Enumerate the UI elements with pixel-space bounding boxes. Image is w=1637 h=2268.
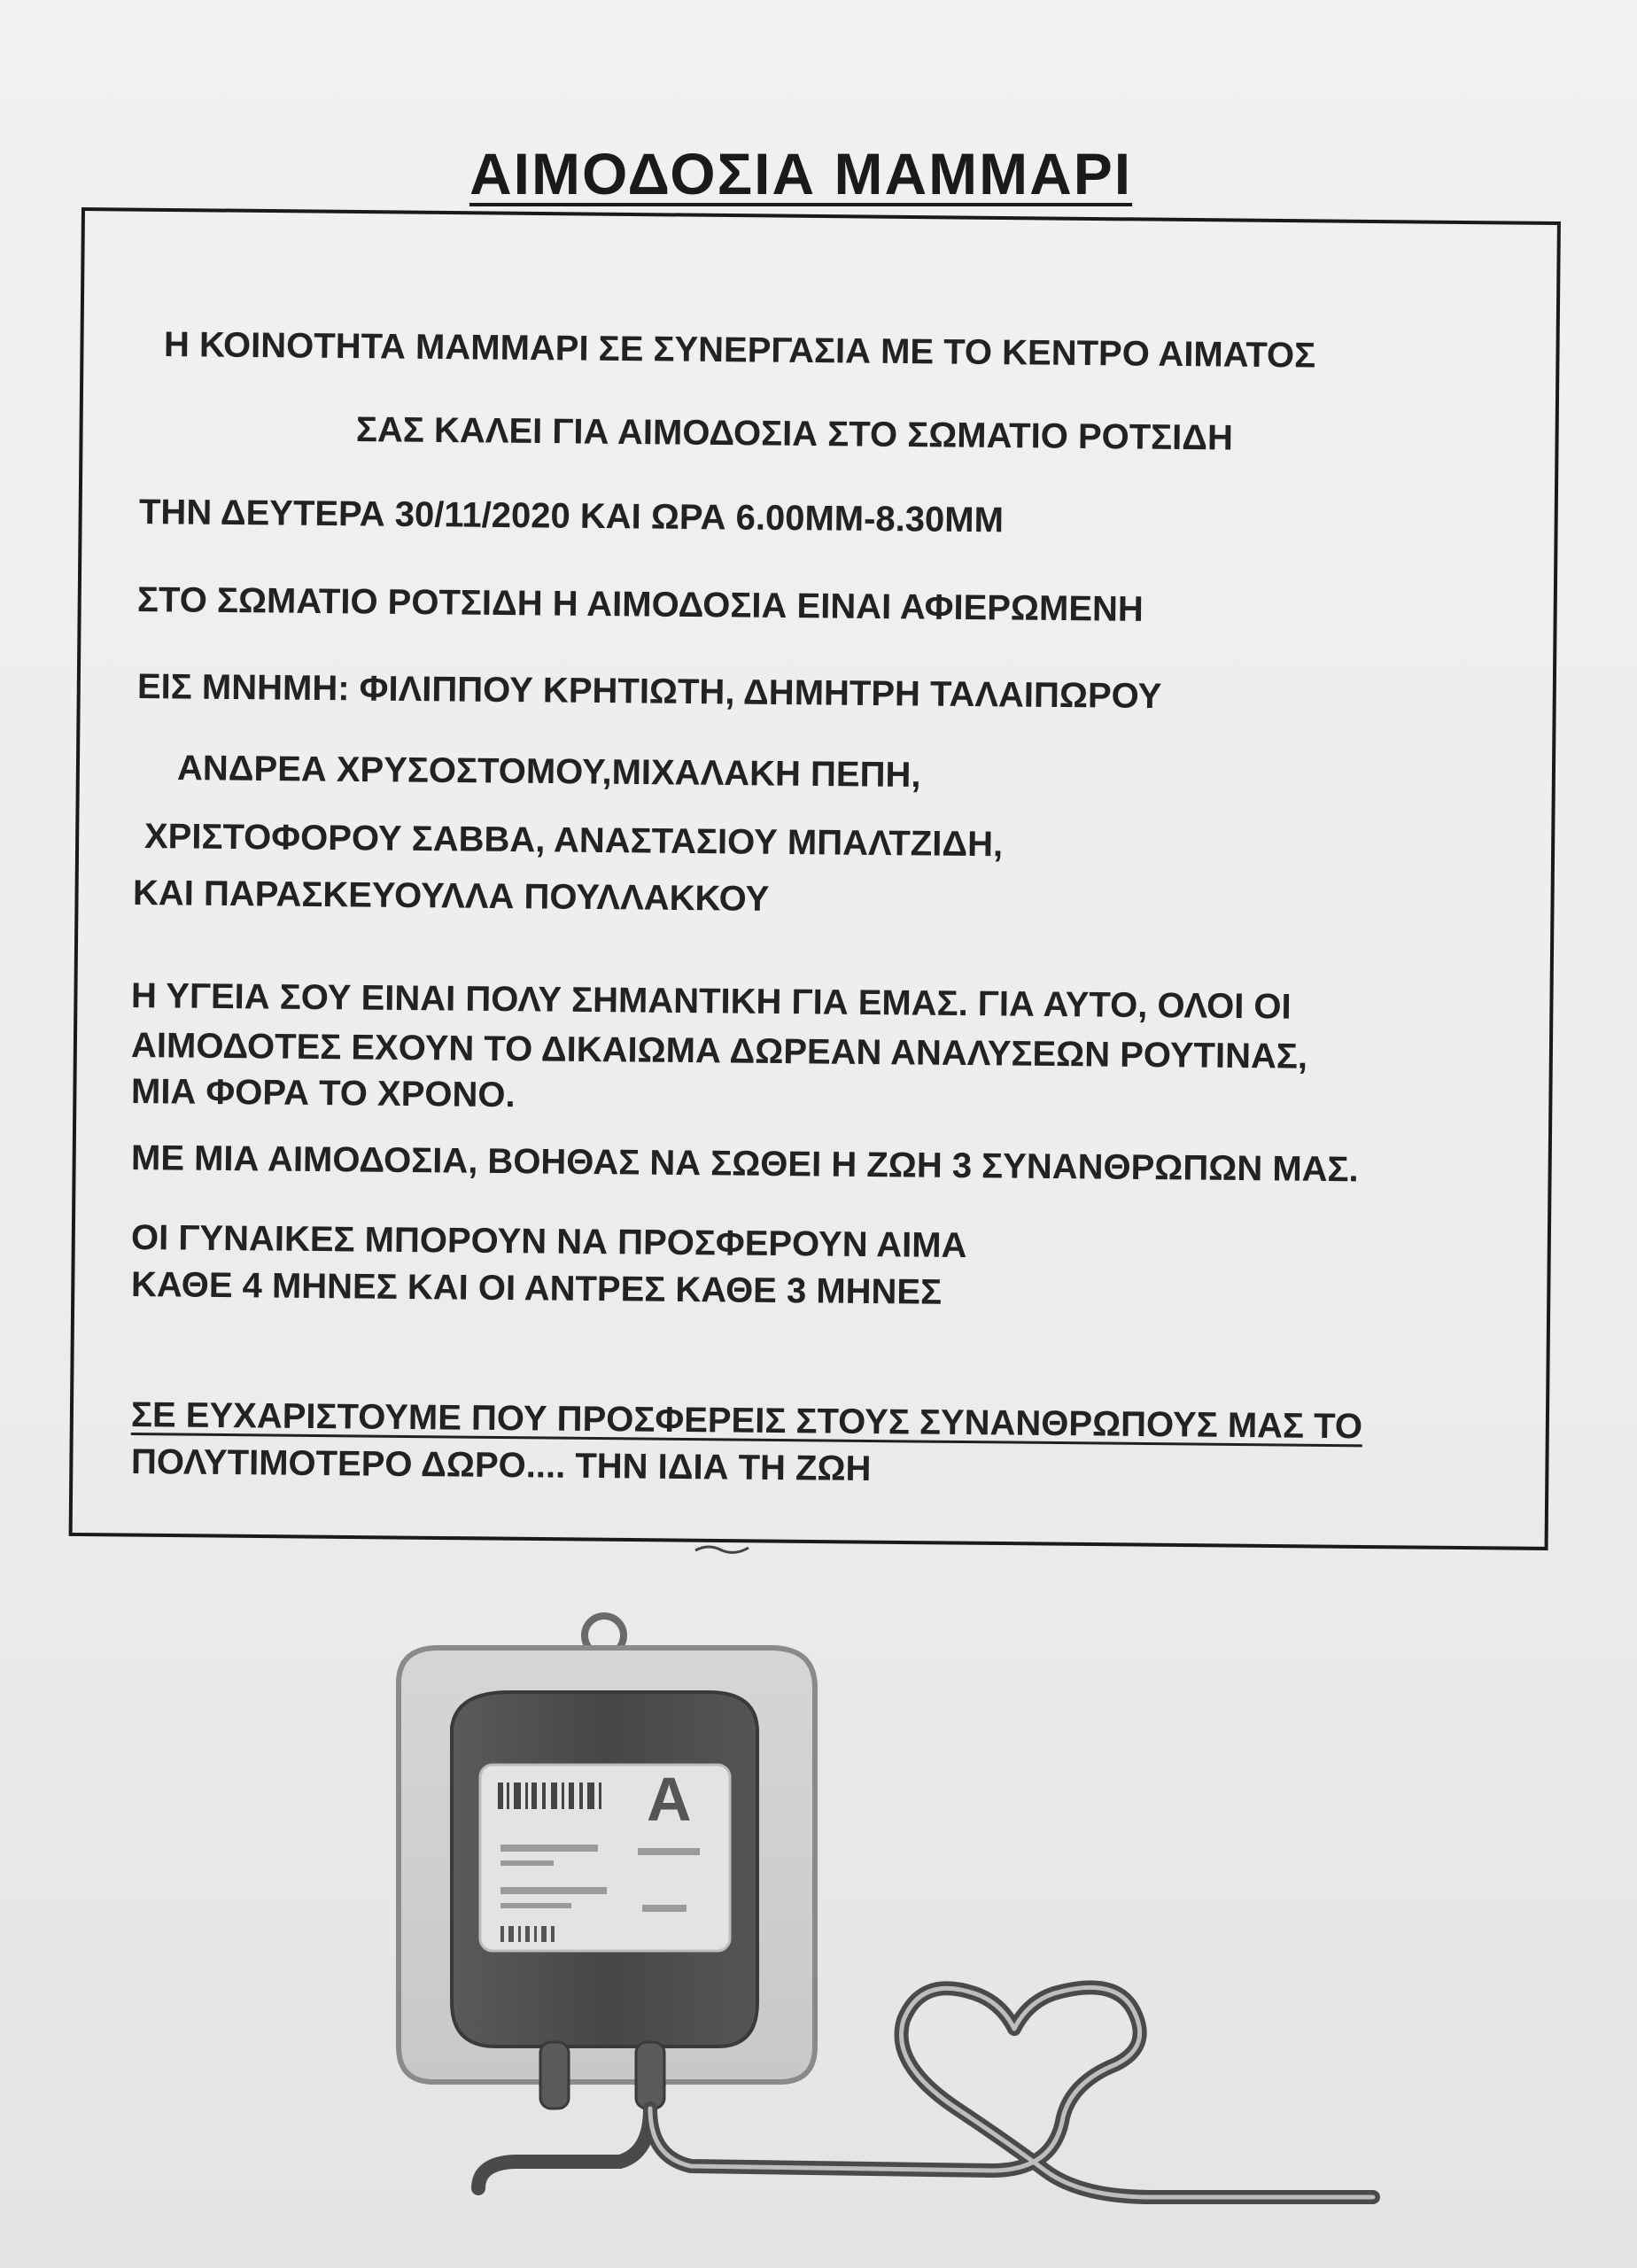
blood-type-label: A [647,1765,692,1834]
blood-bag-illustration [354,1586,1506,2206]
body-line: ΑΝΔΡΕΑ ΧΡΥΣΟΣΤΟΜΟΥ,ΜΙΧΑΛΑΚΗ ΠΕΠΗ, [176,749,921,796]
tube [478,2109,650,2188]
body-line: ΜΙΑ ΦΟΡΑ ΤΟ ΧΡΟΝΟ. [130,1072,516,1115]
thanks-line: ΠΟΛΥΤΙΜΟΤΕΡΟ ΔΩΡΟ.... ΤΗΝ ΙΔΙΑ ΤΗ ΖΩΗ [130,1442,872,1489]
body-line: ΜΕ ΜΙΑ ΑΙΜΟΔΟΣΙΑ, ΒΟΗΘΑΣ ΝΑ ΣΩΘΕΙ Η ΖΩΗ 3 ΣΥΝΑΝΘΡΩΠΩΝ ΜΑΣ. [130,1138,1359,1190]
body-line: ΤΗΝ ΔΕΥΤΕΡΑ 30/11/2020 ΚΑΙ ΩΡΑ 6.00ΜΜ-8.30ΜΜ [138,493,1005,540]
outlet-port [636,2042,664,2109]
body-line: ΚΑΘΕ 4 ΜΗΝΕΣ ΚΑΙ ΟΙ ΑΝΤΡΕΣ ΚΑΘΕ 3 ΜΗΝΕΣ [130,1265,943,1312]
body-line: ΟΙ ΓΥΝΑΙΚΕΣ ΜΠΟΡΟΥΝ ΝΑ ΠΡΟΣΦΕΡΟΥΝ ΑΙΜΑ [130,1218,967,1266]
thanks-line: ΣΕ ΕΥΧΑΡΙΣΤΟΥΜΕ ΠΟΥ ΠΡΟΣΦΕΡΕΙΣ ΣΤΟΥΣ ΣΥΝΑΝΘΡΩΠΟΥΣ ΜΑΣ ΤΟ [130,1395,1363,1447]
body-line: ΑΙΜΟΔΟΤΕΣ ΕΧΟΥΝ ΤΟ ΔΙΚΑΙΩΜΑ ΔΩΡΕΑΝ ΑΝΑΛΥΣΕΩΝ ΡΟΥΤΙΝΑΣ, [130,1026,1308,1076]
page-title: ΑΙΜΟΔΟΣΙΑ ΜΑΜΜΑΡΙ [469,141,1133,206]
outlet-port [540,2042,569,2109]
body-line: Η ΚΟΙΝΟΤΗΤΑ ΜΑΜΜΑΡΙ ΣΕ ΣΥΝΕΡΓΑΣΙΑ ΜΕ ΤΟ ΚΕΝΤΡΟ ΑΙΜΑΤΟΣ [163,325,1316,376]
body-line: ΣΑΣ ΚΑΛΕΙ ΓΙΑ ΑΙΜΟΔΟΣΙΑ ΣΤΟ ΣΩΜΑΤΙΟ ΡΟΤΣΙΔΗ [355,410,1234,458]
body-line: ΣΤΟ ΣΩΜΑΤΙΟ ΡΟΤΣΙΔΗ Η ΑΙΜΟΔΟΣΙΑ ΕΙΝΑΙ ΑΦΙΕΡΩΜΕΝΗ [136,580,1144,629]
label-barcode-small [500,1926,555,1942]
body-line: Η ΥΓΕΙΑ ΣΟΥ ΕΙΝΑΙ ΠΟΛΥ ΣΗΜΑΝΤΙΚΗ ΓΙΑ ΕΜΑΣ. ΓΙΑ ΑΥΤΟ, ΟΛΟΙ ΟΙ [130,976,1292,1027]
body-line: ΧΡΙΣΤΟΦΟΡΟΥ ΣΑΒΒΑ, ΑΝΑΣΤΑΣΙΟΥ ΜΠΑΛΤΖΙΔΗ, [144,817,1004,865]
body-line: ΚΑΙ ΠΑΡΑΣΚΕΥΟΥΛΛΑ ΠΟΥΛΛΑΚΚΟΥ [132,874,770,919]
scan-mark [691,1540,753,1557]
body-line: ΕΙΣ ΜΝΗΜΗ: ΦΙΛΙΠΠΟΥ ΚΡΗΤΙΩΤΗ, ΔΗΜΗΤΡΗ ΤΑΛΑΙΠΩΡΟΥ [136,667,1162,717]
